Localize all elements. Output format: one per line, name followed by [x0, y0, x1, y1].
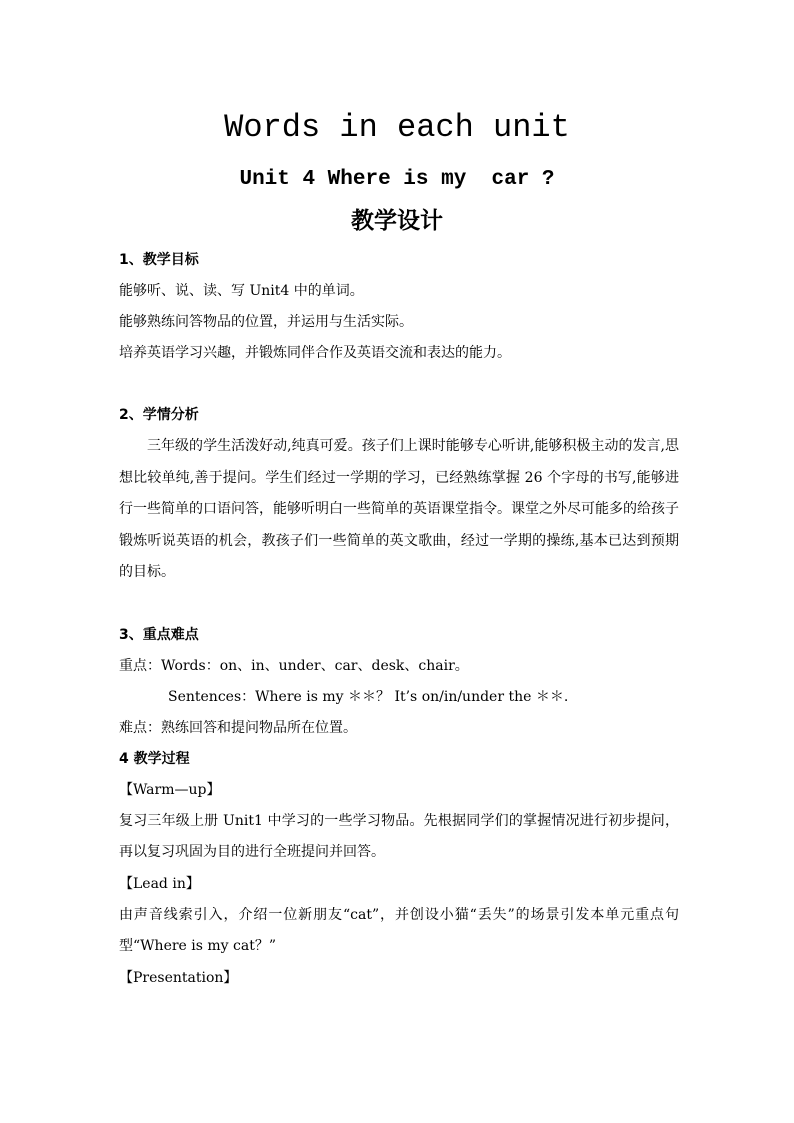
section-4-title: 4 教学过程 — [119, 750, 190, 767]
spacer — [119, 369, 679, 400]
objective-item: 能够熟练问答物品的位置，并运用与生活实际。 — [119, 314, 413, 330]
warmup-label: 【Warm—up】 — [119, 781, 221, 798]
difficulty-line: 难点：熟练回答和提问物品所在位置。 — [119, 719, 357, 736]
document-title: Words in each unit — [224, 109, 570, 146]
teaching-design-heading: 教学设计 — [351, 208, 443, 234]
objective-item: 培养英语学习兴趣，并锻炼同伴合作及英语交流和表达的能力。 — [119, 345, 511, 361]
document-body — [119, 245, 679, 994]
key-points-words: 重点：Words：on、in、under、car、desk、chair。 — [119, 657, 469, 674]
objective-item: 能够听、说、读、写 Unit4 中的单词。 — [119, 283, 364, 299]
unit-subtitle: Unit 4 Where is my car ? — [239, 168, 555, 191]
warmup-text: 复习三年级上册 Unit1 中学习的一些学习物品。先根据同学们的掌握情况进行初步提问，再以复习巩固为目的进行全班提问并回答。 — [119, 812, 679, 860]
student-analysis-paragraph: 三年级的学生活泼好动,纯真可爱。孩子们上课时能够专心听讲,能够积极主动的发言,思想比较单纯,善于提问。学生们经过一学期的学习，已经熟练掌握 26 个字母的书写,能够进行一些简单的口语问答，能够听明白一些简单的英语课堂指令。课堂之外尽可能多的给孩子锻炼听说英语的机会，教孩子们一些简单的英文歌曲，经过一学期的操练,基本已达到预期的目标。 — [119, 438, 679, 580]
section-1-title: 1、教学目标 — [119, 252, 199, 268]
presentation-label: 【Presentation】 — [119, 969, 238, 986]
section-3-title: 3、重点难点 — [119, 626, 199, 643]
leadin-text: 由声音线索引入，介绍一位新朋友“cat”，并创设小猫“丢失”的场景引发本单元重点句型“Where is my cat？” — [119, 906, 679, 954]
leadin-label: 【Lead in】 — [119, 875, 200, 892]
key-points-sentences: Sentences：Where is my ＊＊？ It’s on/in/under the ＊＊. — [168, 688, 569, 705]
spacer — [119, 589, 679, 620]
section-2-title: 2、学情分析 — [119, 407, 199, 423]
